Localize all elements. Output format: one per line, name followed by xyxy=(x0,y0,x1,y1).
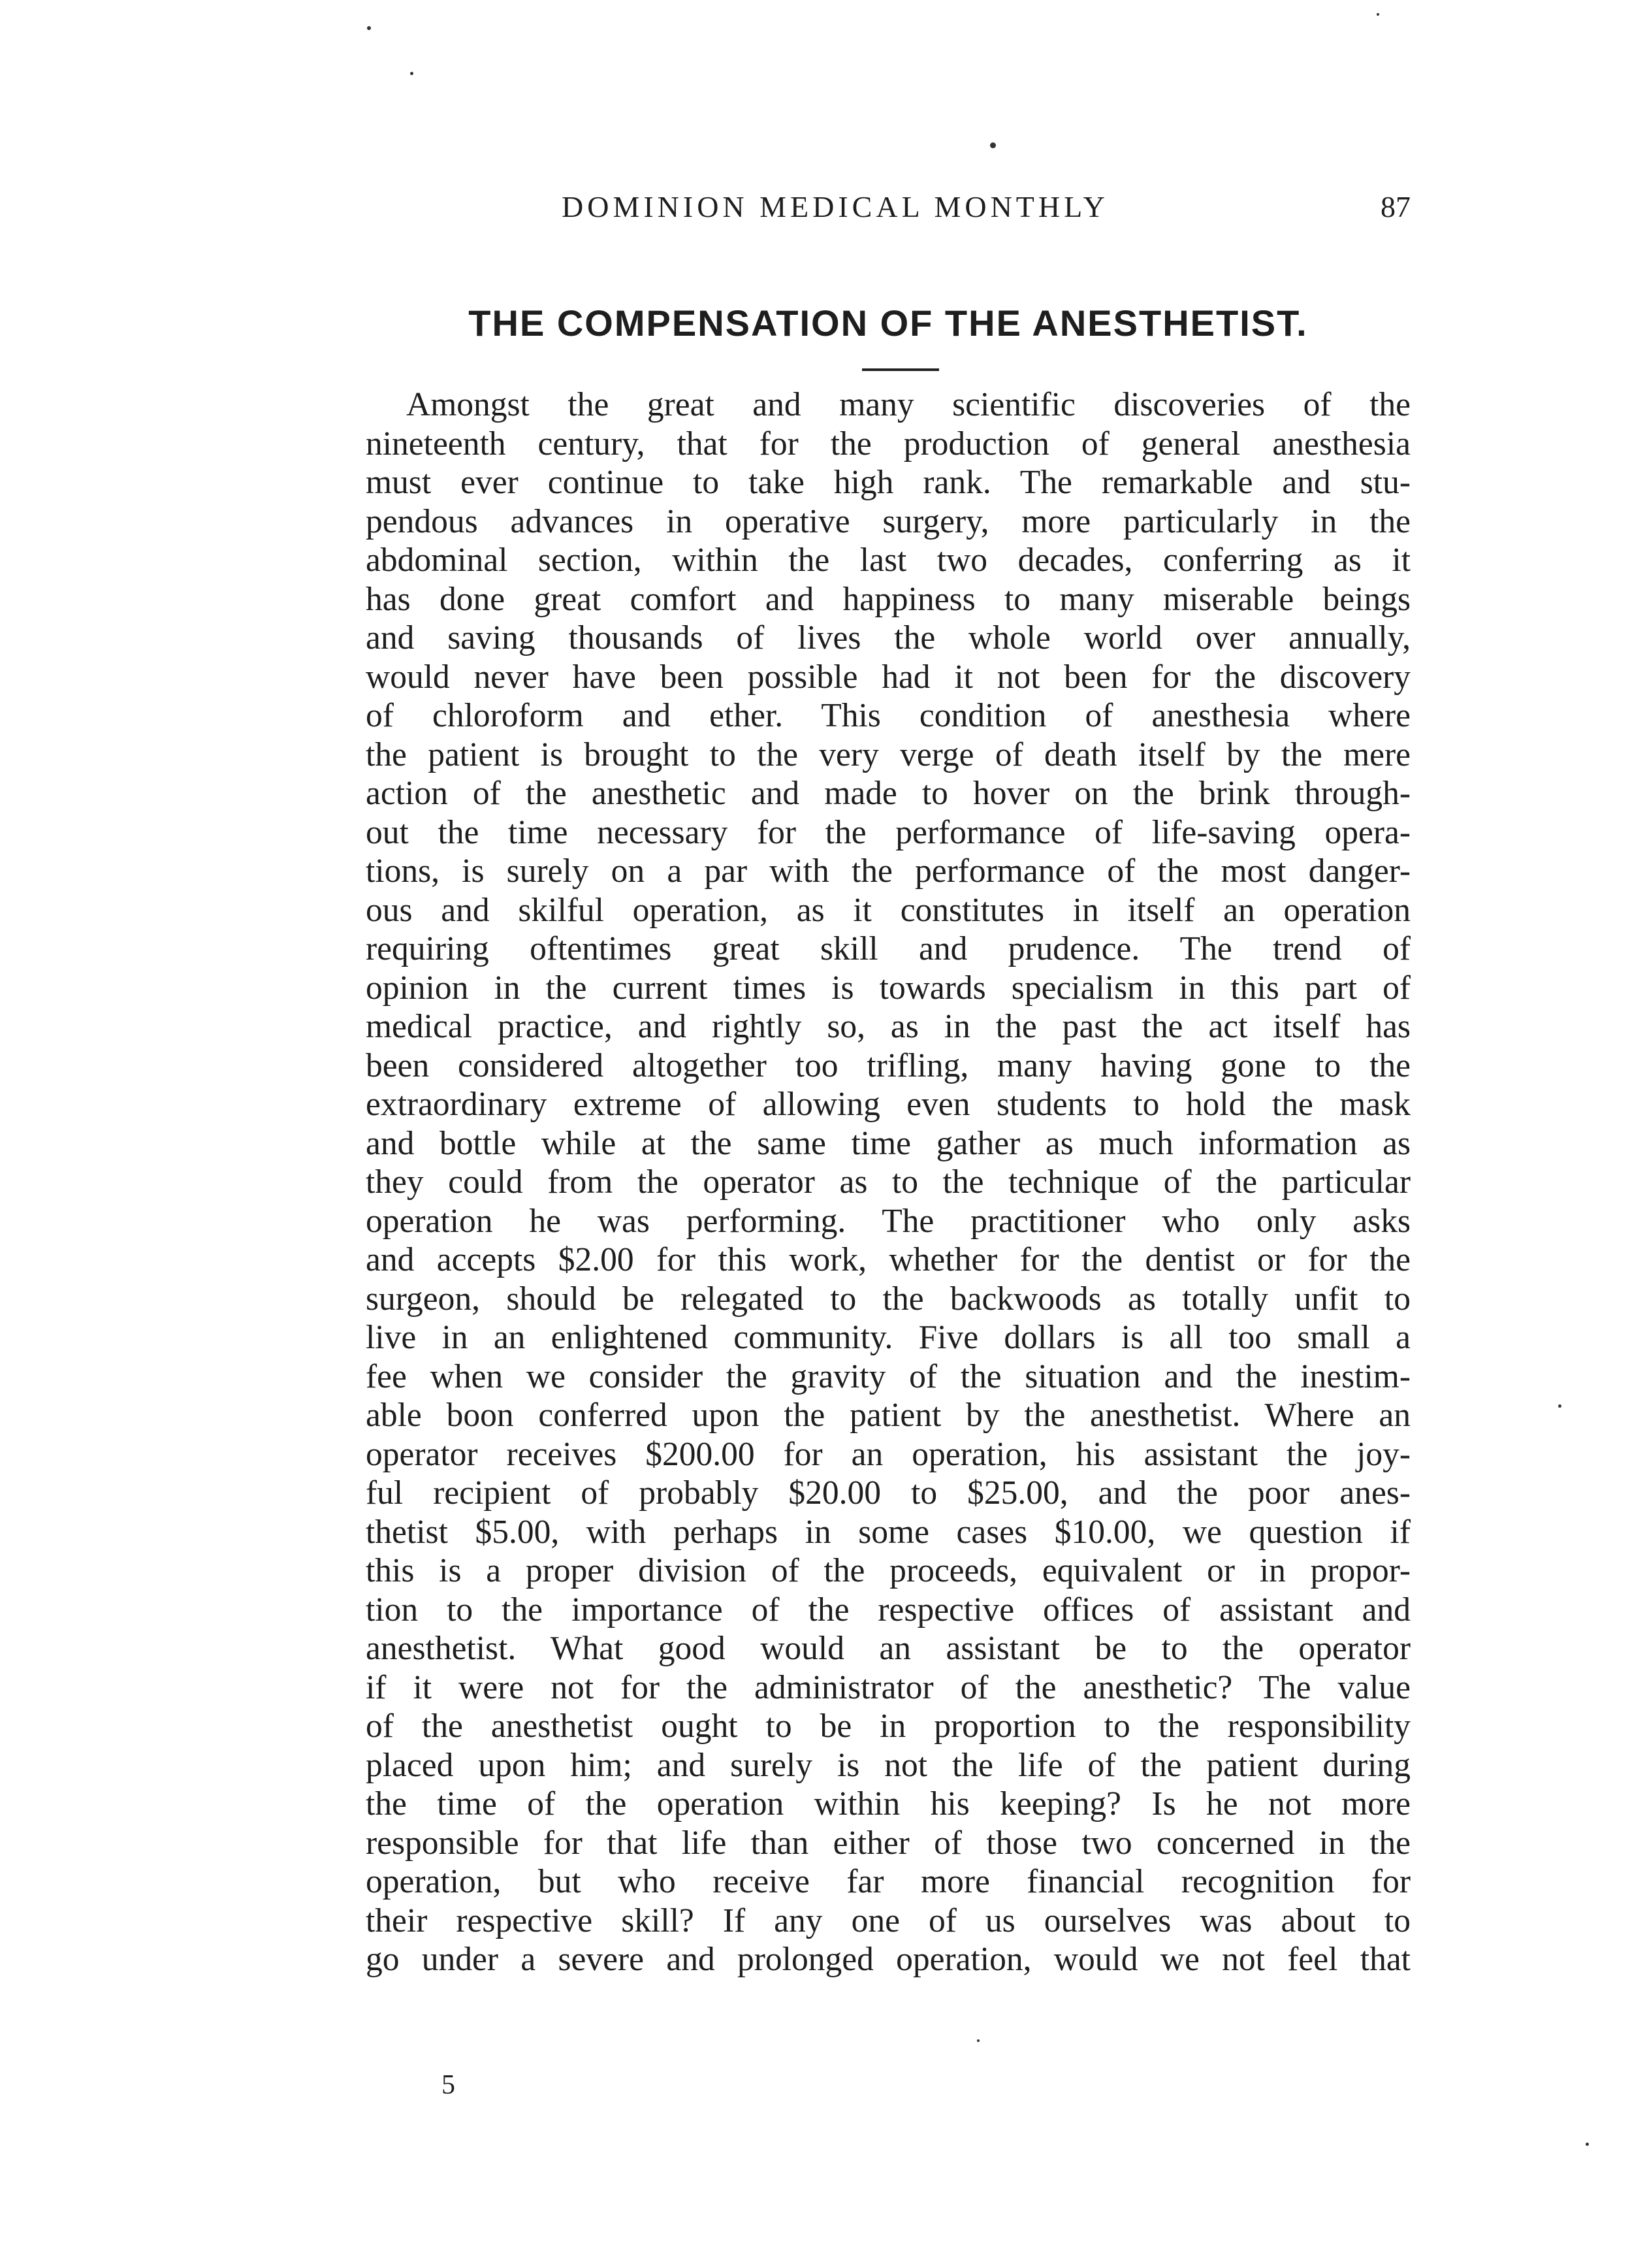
text-line: go under a severe and prolonged operation, would we not feel that xyxy=(366,1941,1411,1978)
scan-speck xyxy=(410,72,413,75)
text-line: operation, but who receive far more financial recognition for xyxy=(366,1863,1411,1900)
signature-mark: 5 xyxy=(441,2070,455,2100)
text-line: tion to the importance of the respective offices of assistant and xyxy=(366,1591,1411,1628)
text-line: placed upon him; and surely is not the life of the patient during xyxy=(366,1746,1411,1784)
scan-speck xyxy=(1558,1404,1561,1408)
text-line: opinion in the current times is towards specialism in this part of xyxy=(366,969,1411,1007)
scan-speck xyxy=(1377,13,1379,16)
text-line: of chloroform and ether. This condition of anesthesia where xyxy=(366,697,1411,734)
scan-speck xyxy=(367,26,371,30)
text-line: if it were not for the administrator of the anesthetic? The value xyxy=(366,1668,1411,1706)
text-line: this is a proper division of the proceeds, equivalent or in propor- xyxy=(366,1552,1411,1589)
text-line: ful recipient of probably $20.00 to $25.00, and the poor anes- xyxy=(366,1474,1411,1512)
article-body xyxy=(366,385,1411,1979)
text-line: and saving thousands of lives the whole world over annually, xyxy=(366,619,1411,656)
text-line: operation he was performing. The practitioner who only asks xyxy=(366,1202,1411,1240)
text-line: surgeon, should be relegated to the backwoods as totally unfit to xyxy=(366,1280,1411,1318)
scan-speck xyxy=(1586,2143,1589,2146)
text-line: and bottle while at the same time gather as much information as xyxy=(366,1124,1411,1162)
text-line: the patient is brought to the very verge of death itself by the mere xyxy=(366,736,1411,773)
text-line: anesthetist. What good would an assistant be to the operator xyxy=(366,1630,1411,1667)
text-line: operator receives $200.00 for an operation, his assistant the joy- xyxy=(366,1435,1411,1473)
text-line: the time of the operation within his keeping? Is he not more xyxy=(366,1785,1411,1822)
text-line: thetist $5.00, with perhaps in some cases $10.00, we question if xyxy=(366,1513,1411,1551)
article-title: THE COMPENSATION OF THE ANESTHETIST. xyxy=(468,302,1308,344)
title-rule xyxy=(862,368,939,371)
text-line: abdominal section, within the last two decades, conferring as it xyxy=(366,542,1411,579)
page-number: 87 xyxy=(1381,190,1411,223)
text-line: and accepts $2.00 for this work, whether for the dentist or for the xyxy=(366,1241,1411,1278)
text-line: requiring oftentimes great skill and prudence. The trend of xyxy=(366,930,1411,967)
text-line: Amongst the great and many scientific discoveries of the xyxy=(406,386,1411,423)
text-line: been considered altogether too trifling, many having gone to the xyxy=(366,1046,1411,1084)
text-line: responsible for that life than either of those two concerned in the xyxy=(366,1824,1411,1862)
text-line: fee when we consider the gravity of the situation and the inestim- xyxy=(366,1357,1411,1395)
text-line: extraordinary extreme of allowing even students to hold the mask xyxy=(366,1086,1411,1123)
text-line: of the anesthetist ought to be in proportion to the responsibility xyxy=(366,1708,1411,1745)
text-line: medical practice, and rightly so, as in the past the act itself has xyxy=(366,1008,1411,1045)
text-line: they could from the operator as to the technique of the particular xyxy=(366,1163,1411,1201)
scan-speck xyxy=(990,142,996,148)
text-line: would never have been possible had it not been for the discovery xyxy=(366,658,1411,696)
scan-speck xyxy=(977,2039,980,2042)
running-head xyxy=(366,189,1411,242)
text-line: out the time necessary for the performance of life-saving opera- xyxy=(366,813,1411,851)
text-line: nineteenth century, that for the production of general anesthesia xyxy=(366,425,1411,462)
running-title: DOMINION MEDICAL MONTHLY xyxy=(562,190,1109,223)
text-line: ous and skilful operation, as it constitutes in itself an operation xyxy=(366,891,1411,929)
text-line: has done great comfort and happiness to many miserable beings xyxy=(366,580,1411,618)
text-line: their respective skill? If any one of us ourselves was about to xyxy=(366,1902,1411,1939)
text-line: live in an enlightened community. Five dollars is all too small a xyxy=(366,1319,1411,1356)
text-line: must ever continue to take high rank. The remarkable and stu- xyxy=(366,464,1411,501)
text-line: able boon conferred upon the patient by the anesthetist. Where an xyxy=(366,1397,1411,1434)
text-line: pendous advances in operative surgery, more particularly in the xyxy=(366,502,1411,540)
text-line: action of the anesthetic and made to hover on the brink through- xyxy=(366,775,1411,812)
text-line: tions, is surely on a par with the performance of the most danger- xyxy=(366,852,1411,890)
